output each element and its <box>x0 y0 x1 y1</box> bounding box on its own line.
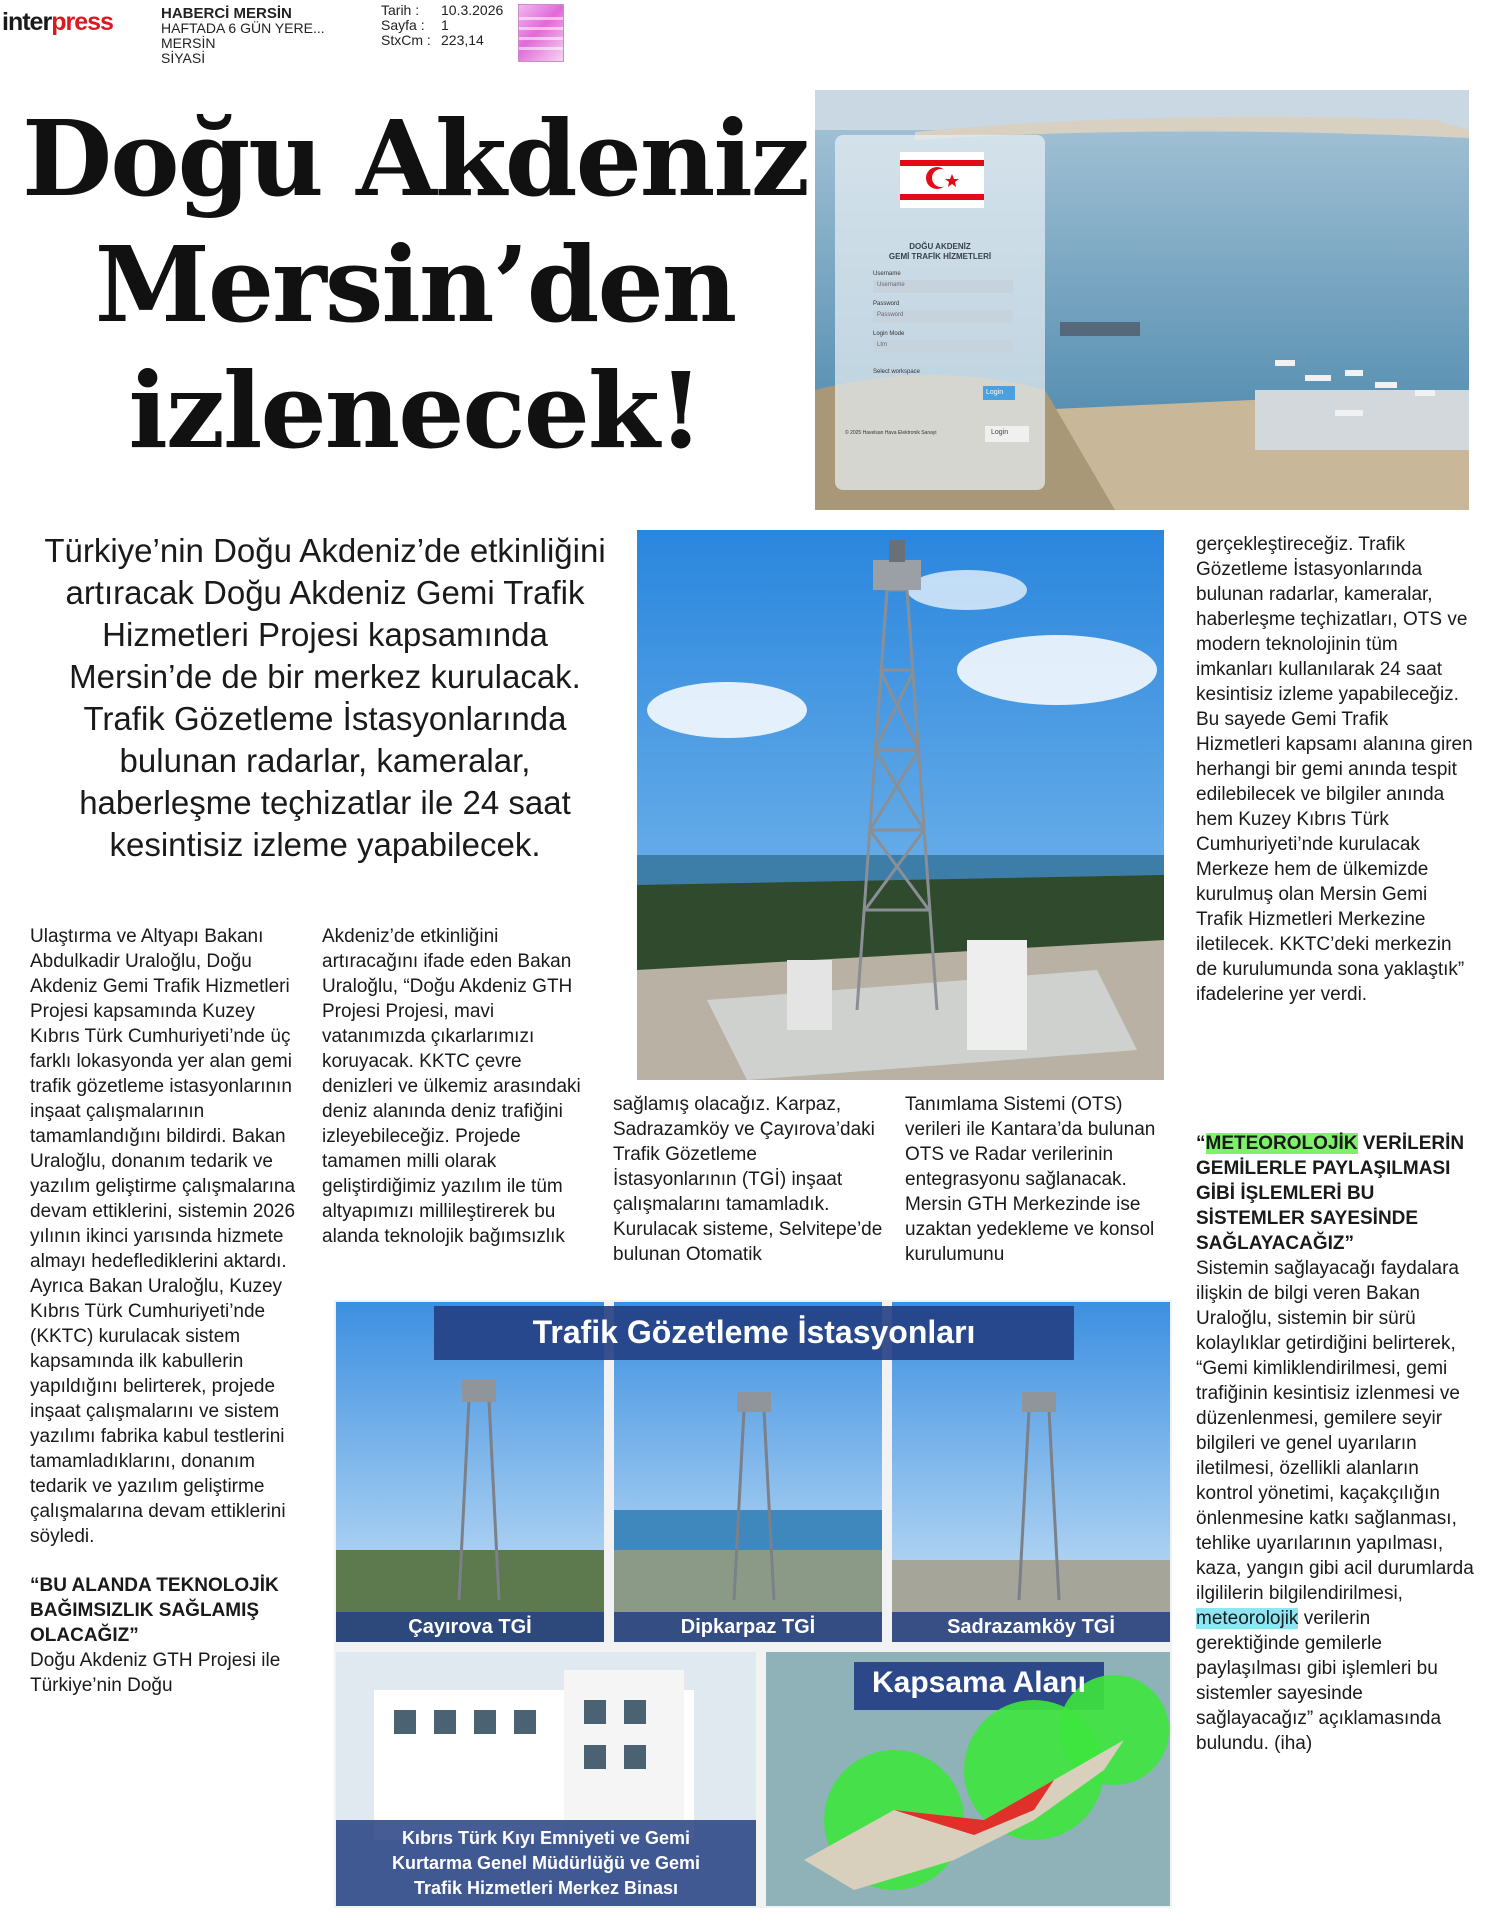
meta-row: Sayfa : 1 <box>381 17 449 33</box>
infographic-title: Trafik Gözetleme İstasyonları <box>532 1314 976 1350</box>
login-mode-label: Login Mode <box>873 331 905 337</box>
password-label: Password <box>873 301 900 307</box>
source-line: HAFTADA 6 GÜN YERE... <box>161 20 325 36</box>
login-button[interactable]: Login <box>986 389 1004 396</box>
subheading: “METEOROLOJİK VERİLERİN GEMİLERLE PAYLAŞILMASI GİBİ İŞLEMLERİ BU SİSTEMLER SAYESİNDE SAĞLAYACAĞIZ” <box>1196 1133 1465 1254</box>
body-column-5 <box>1196 532 1476 1007</box>
harbour-login-photo <box>815 90 1469 510</box>
meta-row: StxCm : 223,14 <box>381 32 484 48</box>
headline <box>20 96 810 474</box>
source-line: SİYASİ <box>161 50 206 66</box>
password-field[interactable]: Password <box>877 312 904 318</box>
body-paragraph: Akdeniz’de etkinliğini artıracağını ifade eden Bakan Uraloğlu, “Doğu Akdeniz GTH Projesi Projesi, mavi vatanımızda çıkarlarımızı koruyacak. KKTC çevre denizleri ve ülkemiz arasındaki deniz alanında deniz trafiğini izleyebileceğiz. Projede tamamen milli olarak geliştirdiğimiz yazılım ile tüm altyapımızı millileştirerek bu alanda teknolojik bağımsızlık <box>322 926 581 1247</box>
body-paragraph: Ulaştırma ve Altyapı Bakanı Abdulkadir Uraloğlu, Doğu Akdeniz Gemi Trafik Hizmetleri Projesi kapsamında Kuzey Kıbrıs Türk Cumhuriyeti’nde üç farklı lokasyonda yer alan gemi trafik gözetleme istasyonlarının inşaat çalışmalarının tamamlandığını bildirdi. Bakan Uraloğlu, donanım tedarik ve yazılım geliştirme çalışmalarına devam ettiklerini, sistemin 2026 yılının ikinci yarısında hizmete almayı hedeflediklerini aktardı. Ayrıca Bakan Uraloğlu, Kuzey Kıbrıs Türk Cumhuriyeti’nde (KKTC) kurulacak sistem kapsamında ilk kabullerin yapıldığını belirterek, projede inşaat çalışmalarını ve sistem yazılımı fabrika kabul testlerini tamamladıklarını, donanım tedarik ve yazılım geliştirme çalışmalarına devam ettiklerini söyledi. <box>30 926 296 1547</box>
login-mode-select[interactable]: Ltm <box>877 342 888 348</box>
station-infographic <box>334 1300 1172 1908</box>
station-label: Dipkarpaz TGİ <box>680 1616 816 1638</box>
login-panel-title: DOĞU AKDENİZ GEMİ TRAFİK HİZMETLERİ <box>888 242 992 261</box>
body-paragraph: Sistemin sağlayacağı faydalara ilişkin de bilgi veren Bakan Uraloğlu, sistemin bir sürü kolaylıklar getirdiğini belirterek, “Gemi kimliklendirilmesi, gemi trafiğinin kesintisiz izlenmesi ve düzenlenmesi, gemilere seyir bilgileri ve genel uyarıların iletilmesi, özellikli alanların kontrol yönetimi, kaçakçılığın önlenmesine katkı sağlanması, tehlike uyarılarının yapılması, kaza, yangın gibi acil durumlarda ilgililerin bilgilendirilmesi, meteorolojik verilerin gerektiğinde gemilerle paylaşılması gibi işlemleri bu sistemler sayesinde sağlayacağız” açıklamasında bulundu. (iha) <box>1196 1258 1474 1754</box>
radar-tower-photo <box>637 530 1164 1080</box>
clip-meta <box>381 3 503 48</box>
headline-line: Mersin’den <box>94 223 736 346</box>
username-label: Username <box>873 271 901 277</box>
body-paragraph: gerçekleştireceğiz. Trafik Gözetleme İstasyonlarında bulunan radarlar, kameralar, haberleşme teçhizatları, OTS ve modern teknolojinin tüm imkanları kullanılarak 24 saat kesintisiz izleme yapabileceğiz. Bu sayede Gemi Trafik Hizmetleri kapsamı alanına giren herhangi bir gemi anında tespit edilebilecek ve bilgiler anında hem Kuzey Kıbrıs Türk Cumhuriyeti’nde kurulacak Merkeze hem de ülkemizde kurulmuş olan Mersin Gemi Trafik Hizmetleri Merkezine iletilecek. KKTC’deki merkezin de kurulumunda sona yaklaştık” ifadelerine yer verdi. <box>1196 534 1473 1005</box>
interpress-logo: interpress <box>2 8 113 36</box>
body-column-5-continued <box>1196 1131 1476 1756</box>
body-column-2 <box>322 924 592 1249</box>
highlighted-word: METEOROLOJİK <box>1205 1133 1358 1154</box>
body-column-3 <box>613 1092 883 1267</box>
subheading: “BU ALANDA TEKNOLOJİK BAĞIMSIZLIK SAĞLAMIŞ OLACAĞIZ” <box>30 1575 279 1646</box>
page-thumbnail-icon <box>518 4 564 62</box>
login-footer: © 2025 Havelsan Hava Elektronik Sanayi <box>845 430 937 436</box>
headline-line: Doğu Akdeniz <box>22 97 808 220</box>
meta-row: Tarih : 10.3.2026 <box>381 2 504 18</box>
building-caption: Kıbrıs Türk Kıyı Emniyeti ve Gemi Kurtarma Genel Müdürlüğü ve Gemi Trafik Hizmetleri Merkez Binası <box>391 1828 701 1898</box>
harbour-scene-icon <box>815 90 1469 510</box>
headline-line: izlenecek! <box>128 349 702 472</box>
body-column-4 <box>905 1092 1175 1267</box>
lead-paragraph: Türkiye’nin Doğu Akdeniz’de etkinliğini artıracak Doğu Akdeniz Gemi Trafik Hizmetleri Projesi kapsamında Mersin’de de bir merkez kurulacak. Trafik Gözetleme İstasyonlarında bulunan radarlar, kameralar, haberleşme teçhizatlar ile 24 saat kesintisiz izleme yapabilecek. <box>44 532 606 863</box>
station-label: Sadrazamköy TGİ <box>947 1616 1115 1638</box>
body-paragraph: Doğu Akdeniz GTH Projesi ile Türkiye’nin Doğu <box>30 1650 281 1696</box>
username-field[interactable]: Username <box>877 282 905 288</box>
body-column-1 <box>30 924 300 1698</box>
source-name: HABERCİ MERSİN <box>161 5 292 22</box>
source-line: MERSİN <box>161 35 216 51</box>
radar-tower-icon <box>637 530 1164 1080</box>
infographic-graphics-icon <box>334 1300 1172 1908</box>
station-label: Çayırova TGİ <box>408 1616 532 1638</box>
highlighted-word: meteorolojik <box>1196 1608 1299 1629</box>
secondary-login-button[interactable]: Login <box>991 429 1009 436</box>
body-paragraph: Tanımlama Sistemi (OTS) verileri ile Kantara’da bulunan OTS ve Radar verilerinin entegrasyonu sağlanacak. Mersin GTH Merkezinde ise uzaktan yedekleme ve konsol kurulumunu <box>905 1094 1156 1265</box>
workspace-checkbox[interactable]: Select workspace <box>873 369 921 375</box>
body-paragraph: sağlamış olacağız. Karpaz, Sadrazamköy ve Çayırova’daki Trafik Gözetleme İstasyonlarının (TGİ) inşaat çalışmalarını tamamladık. Kurulacak sisteme, Selvitepe’de bulunan Otomatik <box>613 1094 883 1265</box>
map-title: Kapsama Alanı <box>872 1666 1086 1699</box>
source-info <box>161 6 325 66</box>
